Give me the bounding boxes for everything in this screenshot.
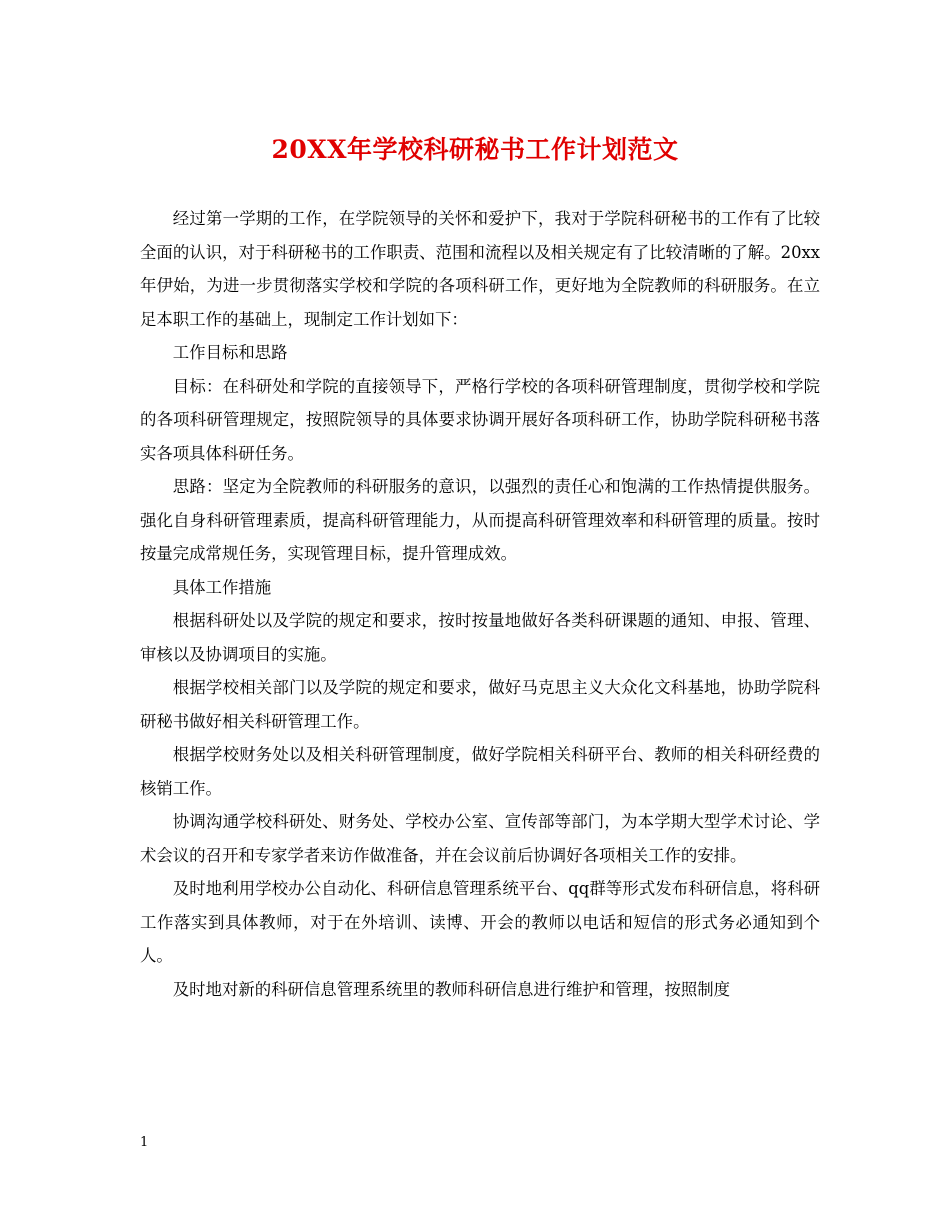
- paragraph-measure-3: 根据学校财务处以及相关科研管理制度，做好学院相关科研平台、教师的相关科研经费的核销工作。: [140, 745, 820, 798]
- section-heading-measures: 具体工作措施: [172, 577, 272, 597]
- paragraph-measure-2: 根据学校相关部门以及学院的规定和要求，做好马克思主义大众化文科基地，协助学院科研秘书做好相关科研管理工作。: [140, 678, 820, 731]
- paragraph-measure-1: 根据科研处以及学院的规定和要求，按时按量地做好各类科研课题的通知、申报、管理、审核以及协调项目的实施。: [140, 611, 820, 664]
- paragraph-intro: 经过第一学期的工作，在学院领导的关怀和爱护下，我对于学院科研秘书的工作有了比较全面的认识，对于科研秘书的工作职责、范围和流程以及相关规定有了比较清晰的了解。20xx年伊始，为进一步贯彻落实学校和学院的各项科研工作，更好地为全院教师的科研服务。在立足本职工作的基础上，现制定工作计划如下：: [140, 209, 820, 329]
- paragraph-measure-6: 及时地对新的科研信息管理系统里的教师科研信息进行维护和管理，按照制度: [172, 979, 731, 999]
- page-number: 1: [140, 1135, 149, 1150]
- document-title: 20XX年学校科研秘书工作计划范文: [271, 135, 679, 164]
- paragraph-measure-5: 及时地利用学校办公自动化、科研信息管理系统平台、qq群等形式发布科研信息，将科研工作落实到具体教师，对于在外培训、读博、开会的教师以电话和短信的形式务必通知到个人。: [140, 879, 820, 965]
- paragraph-goal: 目标：在科研处和学院的直接领导下，严格行学校的各项科研管理制度，贯彻学校和学院的各项科研管理规定，按照院领导的具体要求协调开展好各项科研工作，协助学院科研秘书落实各项具体科研任务。: [140, 376, 820, 463]
- paragraph-measure-4: 协调沟通学校科研处、财务处、学校办公室、宣传部等部门，为本学期大型学术讨论、学术会议的召开和专家学者来访作做准备，并在会议前后协调好各项相关工作的安排。: [140, 812, 820, 865]
- section-heading-goals: 工作目标和思路: [172, 343, 288, 362]
- paragraph-approach: 思路：坚定为全院教师的科研服务的意识，以强烈的责任心和饱满的工作热情提供服务。强化自身科研管理素质，提高科研管理能力，从而提高科研管理效率和科研管理的质量。按时按量完成常规任务，实现管理目标，提升管理成效。: [140, 477, 820, 563]
- document-body: [140, 202, 820, 1006]
